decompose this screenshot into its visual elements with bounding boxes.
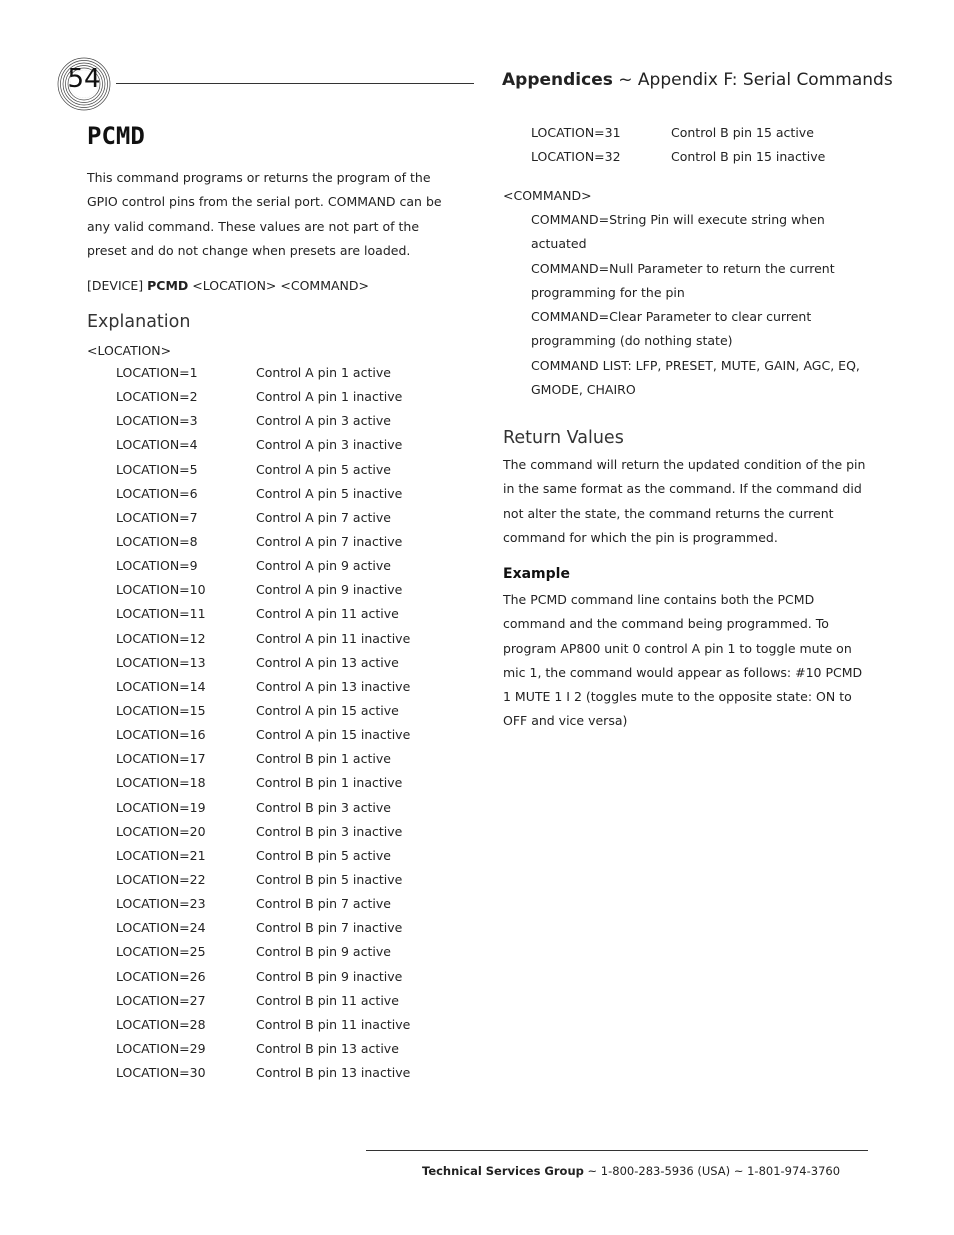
- location-description: Control B pin 9 inactive: [256, 968, 403, 984]
- location-key: LOCATION=13: [116, 654, 206, 670]
- header-rule: [116, 83, 474, 84]
- location-key: LOCATION=3: [116, 413, 198, 429]
- location-description: Control A pin 5 inactive: [256, 485, 403, 501]
- location-description: Control B pin 9 active: [256, 944, 391, 960]
- location-description: Control A pin 15 active: [256, 702, 399, 718]
- location-description: Control B pin 13 active: [256, 1040, 399, 1056]
- syntax-suffix: <LOCATION> <COMMAND>: [192, 278, 369, 293]
- location-key: LOCATION=7: [116, 509, 198, 525]
- command-item: COMMAND=Clear Parameter to clear current programming (do nothing state): [531, 309, 812, 349]
- header-section: Appendices: [502, 70, 613, 90]
- location-description: Control A pin 11 active: [256, 606, 399, 622]
- location-key: LOCATION=2: [116, 389, 198, 405]
- location-description: Control A pin 11 inactive: [256, 630, 411, 646]
- location-description: Control B pin 5 active: [256, 847, 391, 863]
- location-key: LOCATION=26: [116, 968, 206, 984]
- location-description: Control A pin 7 inactive: [256, 533, 403, 549]
- footer: [422, 1164, 840, 1178]
- location-description: Control B pin 11 active: [256, 992, 399, 1008]
- location-label: <LOCATION>: [87, 343, 172, 358]
- location-key: LOCATION=24: [116, 920, 206, 936]
- location-key: LOCATION=28: [116, 1016, 206, 1032]
- location-description: Control B pin 1 active: [256, 751, 391, 767]
- return-values-heading: Return Values: [503, 428, 624, 448]
- location-description: Control A pin 1 inactive: [256, 389, 403, 405]
- header-title: [502, 70, 893, 90]
- location-key: LOCATION=10: [116, 582, 206, 598]
- location-key: LOCATION=5: [116, 461, 198, 477]
- page-number: 54: [67, 64, 101, 94]
- location-key: LOCATION=4: [116, 437, 198, 453]
- location-key: LOCATION=17: [116, 751, 206, 767]
- command-item: COMMAND=Null Parameter to return the current programming for the pin: [531, 260, 835, 300]
- explanation-heading: Explanation: [87, 312, 191, 332]
- location-description: Control B pin 7 inactive: [256, 920, 403, 936]
- location-description: Control B pin 1 inactive: [256, 775, 403, 791]
- example-heading: Example: [503, 566, 570, 582]
- location-key: LOCATION=27: [116, 992, 206, 1008]
- location-key: LOCATION=16: [116, 727, 206, 743]
- location-key: LOCATION=9: [116, 558, 198, 574]
- location-description: Control B pin 15 inactive: [671, 149, 826, 165]
- syntax-prefix: [DEVICE]: [87, 278, 144, 293]
- location-key: LOCATION=23: [116, 896, 206, 912]
- location-description: Control B pin 3 active: [256, 799, 391, 815]
- location-key: LOCATION=25: [116, 944, 206, 960]
- command-label: <COMMAND>: [503, 188, 592, 203]
- location-key: LOCATION=11: [116, 606, 206, 622]
- command-item: COMMAND=String Pin will execute string when actuated: [531, 212, 825, 252]
- location-key: LOCATION=15: [116, 702, 206, 718]
- location-key: LOCATION=22: [116, 871, 206, 887]
- location-key: LOCATION=6: [116, 485, 198, 501]
- location-description: Control B pin 11 inactive: [256, 1016, 411, 1032]
- location-description: Control A pin 5 active: [256, 461, 391, 477]
- header-subsection: Appendix F: Serial Commands: [637, 70, 893, 90]
- location-description: Control A pin 7 active: [256, 509, 391, 525]
- location-key: LOCATION=20: [116, 823, 206, 839]
- syntax-command: PCMD: [147, 278, 189, 293]
- return-values-text: The command will return the updated condition of the pin in the same format as the command. If the command did not alter the state, the command returns the current command for which the pin is programmed.: [503, 457, 866, 545]
- location-key: LOCATION=19: [116, 799, 206, 815]
- example-text: The PCMD command line contains both the PCMD command and the command being programmed. To program AP800 unit 0 control A pin 1 to toggle mute on mic 1, the command would appear as follows: #10 PCMD 1 MUTE 1 I 2 (toggles mute to the opposite state: ON to OFF and vice versa): [503, 592, 863, 729]
- command-list: [531, 208, 866, 402]
- location-description: Control A pin 15 inactive: [256, 727, 411, 743]
- location-key: LOCATION=31: [531, 125, 621, 140]
- location-key: LOCATION=14: [116, 678, 206, 694]
- command-title: PCMD: [87, 122, 145, 150]
- footer-rule: [366, 1150, 868, 1151]
- command-syntax: [87, 274, 369, 298]
- location-key: LOCATION=1: [116, 365, 198, 380]
- location-description: Control A pin 9 active: [256, 558, 391, 574]
- location-description: Control A pin 9 inactive: [256, 582, 403, 598]
- location-key: LOCATION=29: [116, 1040, 206, 1056]
- location-description: Control B pin 13 inactive: [256, 1065, 411, 1081]
- location-key: LOCATION=12: [116, 630, 206, 646]
- location-description: Control B pin 15 active: [671, 125, 814, 140]
- location-description: Control A pin 3 active: [256, 413, 391, 429]
- command-item: COMMAND LIST: LFP, PRESET, MUTE, GAIN, AGC, EQ, GMODE, CHAIRO: [531, 357, 860, 398]
- footer-group: Technical Services Group: [422, 1164, 584, 1178]
- location-description: Control B pin 7 active: [256, 896, 391, 912]
- location-key: LOCATION=18: [116, 775, 206, 791]
- location-description: Control A pin 3 inactive: [256, 437, 403, 453]
- location-description: Control A pin 13 inactive: [256, 678, 411, 694]
- location-description: Control B pin 3 inactive: [256, 823, 403, 839]
- location-key: LOCATION=8: [116, 533, 198, 549]
- location-description: Control B pin 5 inactive: [256, 871, 403, 887]
- intro-paragraph: This command programs or returns the program of the GPIO control pins from the serial port. COMMAND can be any valid command. These values are not part of the preset and do not change when presets are loaded.: [87, 170, 442, 258]
- location-key: LOCATION=32: [531, 149, 621, 165]
- location-key: LOCATION=30: [116, 1065, 206, 1081]
- footer-contact: ~ 1-800-283-5936 (USA) ~ 1-801-974-3760: [587, 1164, 841, 1178]
- location-key: LOCATION=21: [116, 847, 206, 863]
- location-description: Control A pin 13 active: [256, 654, 399, 670]
- location-description: Control A pin 1 active: [256, 365, 391, 380]
- header-separator: ~: [618, 70, 633, 90]
